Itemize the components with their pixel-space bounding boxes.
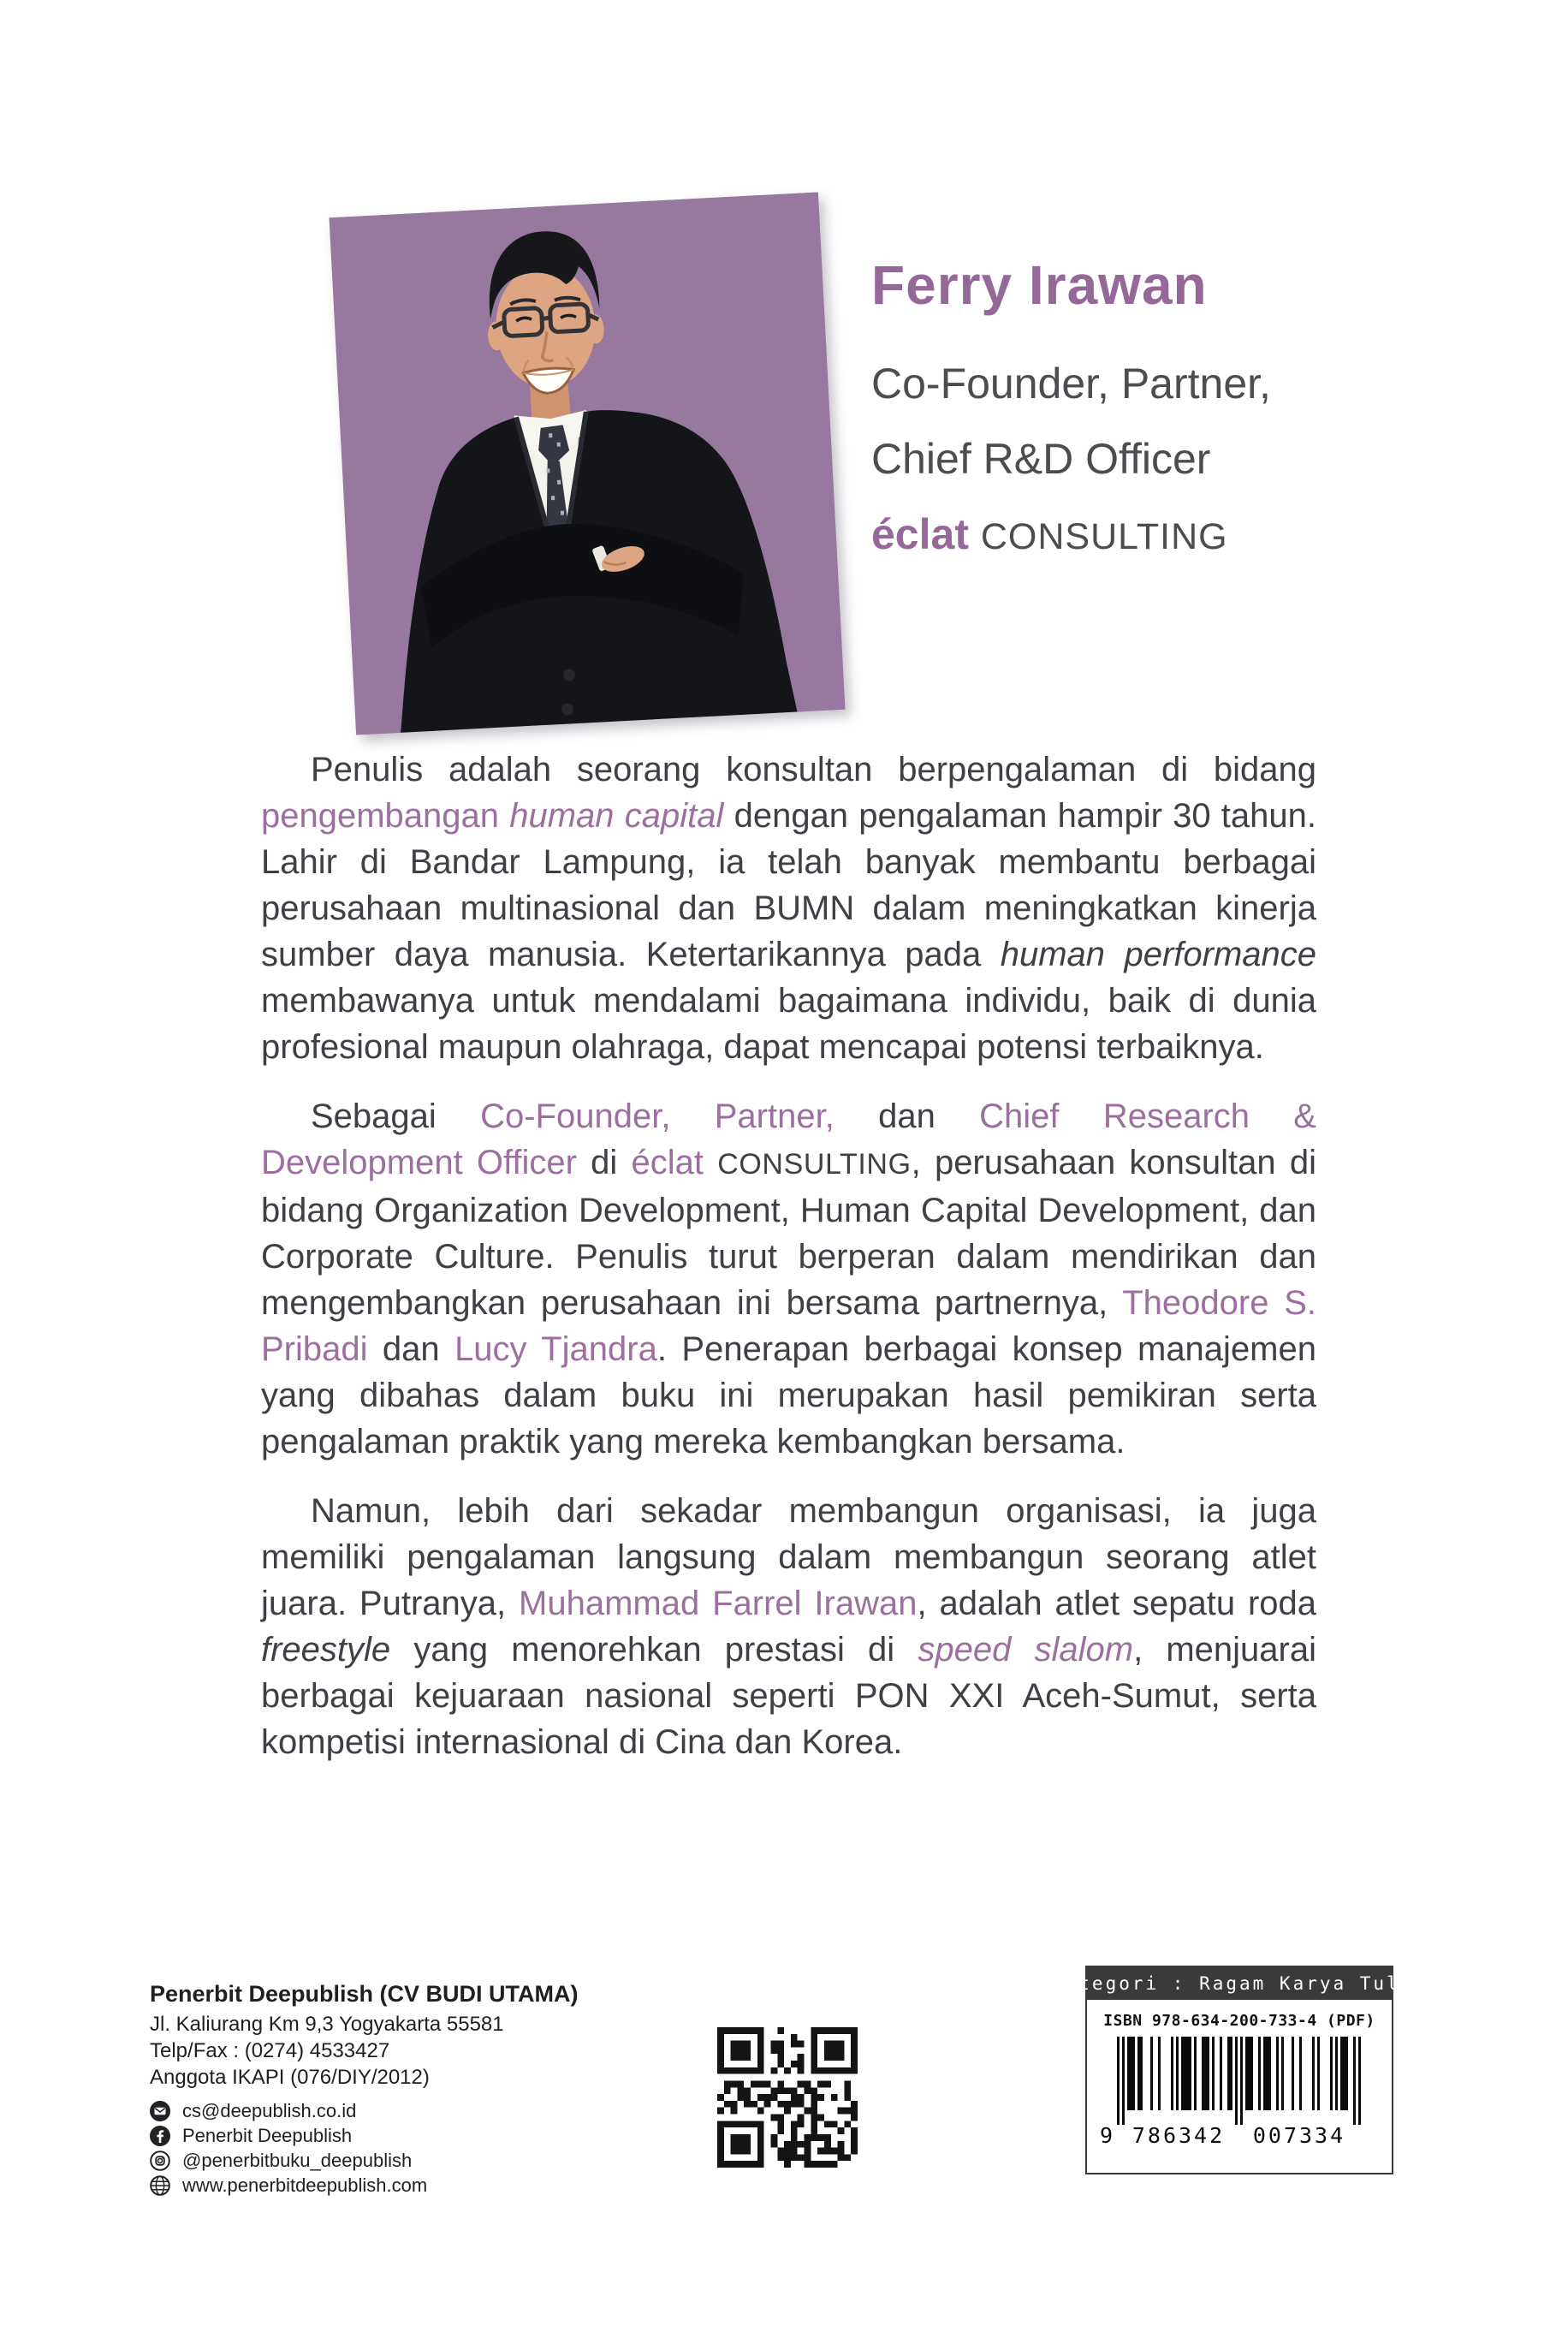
svg-text:9: 9: [1100, 2123, 1116, 2148]
text-segment: dan: [834, 1098, 980, 1135]
company-consulting: CONSULTING: [980, 516, 1228, 557]
text-segment: dengan pengalaman hampir 30 tahun. Lahir di Bandar Lampung, ia telah banyak membantu berbagai perusahaan multinasional dan BUMN dalam meningkatkan kinerja sumber daya manusia. Ketertarikannya pada: [261, 797, 1317, 973]
facebook-icon: [150, 2126, 170, 2146]
publisher-name: Penerbit Deepublish (CV BUDI UTAMA): [150, 1981, 579, 2007]
text-segment: éclat: [631, 1144, 704, 1181]
isbn-label: ISBN 978-634-200-733-4 (PDF): [1103, 2012, 1375, 2030]
biography: [261, 747, 1316, 1788]
text-segment: Co-Founder, Partner,: [480, 1098, 834, 1135]
svg-text:786342: 786342: [1131, 2123, 1226, 2148]
email-icon: [150, 2101, 170, 2121]
isbn-box: [1052, 1966, 1428, 2174]
svg-text:007334: 007334: [1252, 2123, 1346, 2148]
text-segment: human capital: [509, 797, 724, 835]
isbn-barcode: [1098, 2037, 1381, 2148]
globe-icon: [150, 2175, 170, 2196]
publisher-phone: Telp/Fax : (0274) 4533427: [150, 2039, 390, 2062]
text-segment: yang menorehkan prestasi di: [390, 1631, 918, 1669]
publisher-membership: Anggota IKAPI (076/DIY/2012): [150, 2066, 430, 2089]
author-title-block: [871, 253, 1271, 574]
publisher-contacts: [150, 2098, 579, 2198]
author-role-line1: Co-Founder, Partner,: [871, 360, 1271, 407]
author-role-line2: Chief R&D Officer: [871, 435, 1211, 483]
company-name: [871, 497, 1271, 574]
text-segment: . Penerapan berbagai konsep manajemen yang dibahas dalam buku ini merupakan hasil pemikiran serta pengalaman praktik yang mereka kembangkan bersama.: [261, 1330, 1316, 1460]
bio-paragraph: [261, 747, 1316, 1070]
author-portrait-illustration: [330, 192, 846, 735]
text-segment: membawanya untuk mendalami bagaimana individu, baik di dunia profesional maupun olahraga, dapat mencapai potensi terbaiknya.: [261, 982, 1316, 1066]
contact-row-website: [150, 2173, 579, 2198]
author-name: Ferry Irawan: [871, 254, 1208, 316]
contact-text: www.penerbitdeepublish.com: [182, 2174, 428, 2196]
contact-text: cs@deepublish.co.id: [182, 2099, 357, 2121]
publisher-block: [150, 1980, 579, 2198]
bio-paragraph: [261, 1093, 1316, 1465]
category-bar: Kategori : Ragam Karya Tulis: [1087, 1967, 1392, 2000]
text-segment: human performance: [1000, 936, 1317, 973]
text-segment: Chief Research & Development Officer: [261, 1098, 1316, 1181]
text-segment: Muhammad Farrel Irawan: [519, 1585, 918, 1622]
text-segment: Sebagai: [311, 1098, 481, 1135]
publisher-address: Jl. Kaliurang Km 9,3 Yogyakarta 55581: [150, 2013, 504, 2036]
text-segment: [704, 1144, 717, 1181]
author-photo: [330, 192, 846, 735]
contact-row-email: [150, 2098, 579, 2123]
contact-text: @penerbitbuku_deepublish: [182, 2149, 413, 2171]
text-segment: Penulis adalah seorang konsultan berpengalaman di bidang: [311, 751, 1316, 788]
contact-text: Penerbit Deepublish: [182, 2124, 353, 2146]
text-segment: dan: [367, 1330, 455, 1368]
text-segment: di: [576, 1144, 632, 1181]
text-segment: Theodore S. Pribadi: [261, 1284, 1316, 1368]
text-segment: pengembangan: [261, 797, 510, 835]
text-segment: , adalah atlet sepatu roda: [917, 1585, 1316, 1622]
text-segment: freestyle: [261, 1631, 391, 1669]
instagram-icon: [150, 2151, 170, 2171]
contact-row-facebook: [150, 2123, 579, 2148]
text-segment: speed slalom: [918, 1631, 1134, 1669]
text-segment: CONSULTING: [717, 1148, 912, 1181]
text-segment: , perusahaan konsultan di bidang Organization Development, Human Capital Development, dan Corporate Culture. Penulis turut berperan dalam mendirikan dan mengembangkan perusahaan ini bersama partnernya,: [261, 1144, 1317, 1322]
bio-paragraph: [261, 1488, 1316, 1765]
contact-row-instagram: [150, 2148, 579, 2173]
qr-code: [717, 2027, 858, 2168]
text-segment: Namun, lebih dari sekadar membangun organisasi, ia juga memiliki pengalaman langsung dalam membangun seorang atlet juara. Putranya,: [261, 1492, 1316, 1622]
text-segment: Lucy Tjandra: [454, 1330, 657, 1368]
company-eclat: éclat: [871, 510, 969, 558]
text-segment: , menjuarai berbagai kejuaraan nasional seperti PON XXI Aceh-Sumut, serta kompetisi internasional di Cina dan Korea.: [261, 1631, 1317, 1761]
